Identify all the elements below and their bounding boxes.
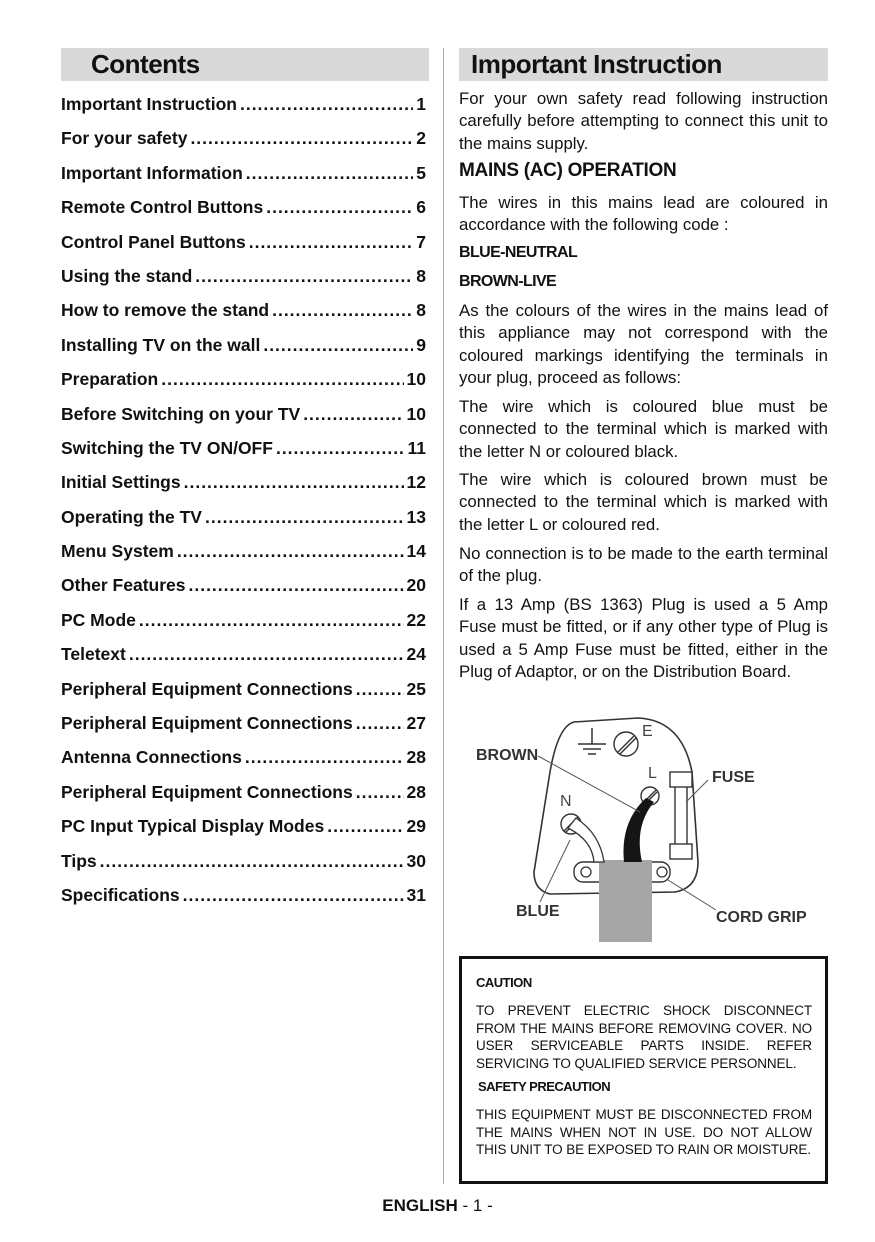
toc-item-page: 29 — [406, 816, 426, 837]
toc-item-page: 31 — [406, 884, 426, 905]
toc-item — [61, 610, 426, 644]
toc-item-title: Peripheral Equipment Connections — [61, 678, 353, 699]
toc-leader-dots — [183, 885, 404, 906]
toc-item — [61, 816, 426, 850]
letter-e: E — [642, 723, 653, 740]
cord-grip-leader — [668, 880, 716, 910]
caution-text: TO PREVENT ELECTRIC SHOCK DISCONNECT FROM THE MAINS BEFORE REMOVING COVER. NO USER SERVICEABLE PARTS INSIDE. REFER SERVICING TO QUALIFIED SERVICE PERSONNEL. — [476, 1003, 812, 1071]
wires-paragraph — [459, 192, 828, 237]
toc-item — [61, 128, 426, 162]
brown-leader — [538, 756, 640, 812]
toc-item — [61, 369, 426, 403]
brown-wire-text: The wire which is coloured brown must be connected to the terminal which is marked with the letter L or coloured red. — [459, 470, 828, 534]
toc-item-title: Tips — [61, 850, 97, 871]
toc-item — [61, 404, 426, 438]
toc-item — [61, 679, 426, 713]
intro-paragraph — [459, 88, 828, 155]
blue-neutral-label: BLUE-NEUTRAL — [459, 244, 578, 261]
intro-text: For your own safety read following instruction carefully before attempting to connect this unit to the mains supply. — [459, 89, 828, 153]
toc-item-title: Before Switching on your TV — [61, 403, 301, 424]
cord-grip-screw-left — [581, 867, 591, 877]
toc-leader-dots — [205, 507, 404, 528]
toc-leader-dots — [177, 541, 404, 562]
toc-leader-dots — [303, 404, 403, 425]
toc-item-page: 25 — [406, 678, 426, 699]
toc-item-title: For your safety — [61, 128, 188, 149]
blue-wire-text: The wire which is coloured blue must be connected to the terminal which is marked with the letter N or coloured black. — [459, 397, 828, 461]
toc-item-title: Switching the TV ON/OFF — [61, 437, 273, 458]
toc-leader-dots — [356, 713, 404, 734]
toc-item-title: Important Instruction — [61, 94, 237, 114]
toc-item-page: 30 — [406, 850, 426, 871]
toc-item-page: 12 — [406, 472, 426, 493]
toc-item — [61, 851, 426, 885]
safety-title: SAFETY PRECAUTION — [478, 1079, 611, 1094]
toc-item — [61, 507, 426, 541]
toc-item — [61, 472, 426, 506]
colours-paragraph — [459, 300, 828, 390]
toc-item-title: Teletext — [61, 644, 126, 665]
toc-item-page: 28 — [406, 781, 426, 802]
safety-text: THIS EQUIPMENT MUST BE DISCONNECTED FROM THE MAINS WHEN NOT IN USE. DO NOT ALLOW THIS UNIT TO BE EXPOSED TO RAIN OR MOISTURE. — [476, 1107, 812, 1157]
caution-box — [459, 956, 828, 1184]
toc-item-page: 28 — [406, 747, 426, 768]
toc-item-title: Control Panel Buttons — [61, 231, 246, 252]
fuse-text: If a 13 Amp (BS 1363) Plug is used a 5 Amp Fuse must be fitted, or if any other type of Plug is used a 5 Amp Fuse must be fitted, either in the Plug of Adaptor, or on the Distribution Board. — [459, 595, 828, 682]
toc-item-title: Antenna Connections — [61, 747, 242, 768]
table-of-contents — [61, 94, 426, 919]
toc-item-page: 8 — [416, 300, 426, 321]
toc-item-title: Peripheral Equipment Connections — [61, 713, 353, 734]
toc-leader-dots — [129, 644, 404, 665]
toc-item-page: 13 — [406, 506, 426, 527]
instruction-heading: Important Instruction — [459, 48, 828, 81]
toc-item-page: 14 — [406, 541, 426, 562]
toc-item-page: 10 — [406, 403, 426, 424]
toc-item-page: 20 — [406, 575, 426, 596]
toc-item — [61, 94, 426, 128]
toc-leader-dots — [246, 163, 413, 184]
toc-item-page: 22 — [406, 609, 426, 630]
toc-item-title: Menu System — [61, 541, 174, 562]
earth-terminal — [614, 732, 638, 756]
brown-wire — [623, 798, 654, 862]
toc-item-title: Peripheral Equipment Connections — [61, 781, 353, 802]
earth-paragraph — [459, 543, 828, 588]
toc-leader-dots — [266, 197, 413, 218]
caution-title: CAUTION — [476, 975, 532, 990]
toc-leader-dots — [327, 816, 403, 837]
toc-leader-dots — [240, 94, 413, 115]
toc-item-page: 1 — [416, 94, 426, 114]
toc-item-title: PC Input Typical Display Modes — [61, 816, 325, 837]
cord-grip-screw-right — [657, 867, 667, 877]
toc-leader-dots — [272, 300, 413, 321]
colours-text: As the colours of the wires in the mains lead of this appliance may not correspond with the coloured markings identifying the terminals in your plug, proceed as follows: — [459, 301, 828, 388]
page-footer — [0, 1196, 875, 1216]
toc-item-page: 10 — [406, 369, 426, 390]
toc-item — [61, 644, 426, 678]
toc-item — [61, 266, 426, 300]
toc-item-page: 24 — [406, 644, 426, 665]
toc-leader-dots — [188, 575, 403, 596]
toc-item — [61, 747, 426, 781]
toc-leader-dots — [356, 782, 404, 803]
toc-leader-dots — [263, 335, 413, 356]
toc-item — [61, 300, 426, 334]
toc-item-title: Specifications — [61, 884, 180, 905]
toc-item — [61, 197, 426, 231]
fuse-label: FUSE — [712, 769, 755, 786]
toc-item-page: 6 — [416, 197, 426, 218]
toc-item-page: 9 — [416, 334, 426, 355]
cord — [599, 860, 652, 942]
toc-item-page: 7 — [416, 231, 426, 252]
toc-leader-dots — [195, 266, 413, 287]
toc-leader-dots — [190, 128, 413, 149]
toc-leader-dots — [276, 438, 405, 459]
toc-item-title: How to remove the stand — [61, 300, 270, 321]
blue-leader — [540, 840, 570, 902]
cord-grip-label: CORD GRIP — [716, 909, 807, 926]
letter-n: N — [560, 793, 572, 810]
toc-item-title: Remote Control Buttons — [61, 197, 264, 218]
contents-heading: Contents — [61, 48, 429, 81]
toc-item-title: Operating the TV — [61, 506, 202, 527]
toc-item — [61, 541, 426, 575]
footer-language: ENGLISH — [382, 1196, 458, 1215]
toc-item-title: Initial Settings — [61, 472, 181, 493]
brown-label: BROWN — [476, 747, 539, 764]
fuse — [670, 772, 692, 859]
toc-item — [61, 713, 426, 747]
toc-leader-dots — [139, 610, 404, 631]
toc-item — [61, 575, 426, 609]
earth-text: No connection is to be made to the earth terminal of the plug. — [459, 544, 828, 586]
toc-item — [61, 438, 426, 472]
wires-text: The wires in this mains lead are coloured in accordance with the following code : — [459, 193, 828, 235]
blue-wire-paragraph — [459, 396, 828, 463]
toc-leader-dots — [249, 232, 414, 253]
mains-heading: MAINS (AC) OPERATION — [459, 160, 677, 181]
toc-item-page: 2 — [416, 128, 426, 149]
toc-item-page: 27 — [406, 713, 426, 734]
toc-item-page: 5 — [416, 162, 426, 183]
column-divider — [443, 48, 444, 1184]
toc-item-title: Important Information — [61, 162, 243, 183]
toc-item-title: Preparation — [61, 369, 159, 390]
blue-label: BLUE — [516, 903, 560, 920]
toc-item — [61, 232, 426, 266]
toc-item-title: Installing TV on the wall — [61, 334, 261, 355]
footer-page-number: - 1 - — [462, 1196, 493, 1215]
blue-wire — [568, 818, 604, 862]
toc-item — [61, 782, 426, 816]
brown-wire-paragraph — [459, 469, 828, 536]
toc-item — [61, 335, 426, 369]
toc-item — [61, 885, 426, 919]
earth-symbol — [578, 728, 606, 754]
toc-leader-dots — [100, 851, 404, 872]
toc-item — [61, 163, 426, 197]
toc-item-page: 11 — [407, 437, 426, 458]
plug-wiring-diagram — [470, 712, 820, 944]
toc-leader-dots — [245, 747, 404, 768]
toc-leader-dots — [184, 472, 404, 493]
brown-live-label: BROWN-LIVE — [459, 273, 557, 290]
toc-item-title: Using the stand — [61, 265, 193, 286]
toc-leader-dots — [161, 369, 403, 390]
toc-item-title: Other Features — [61, 575, 186, 596]
toc-item-page: 8 — [416, 265, 426, 286]
toc-item-title: PC Mode — [61, 609, 136, 630]
fuse-paragraph — [459, 594, 828, 684]
letter-l: L — [648, 765, 657, 782]
toc-leader-dots — [356, 679, 404, 700]
